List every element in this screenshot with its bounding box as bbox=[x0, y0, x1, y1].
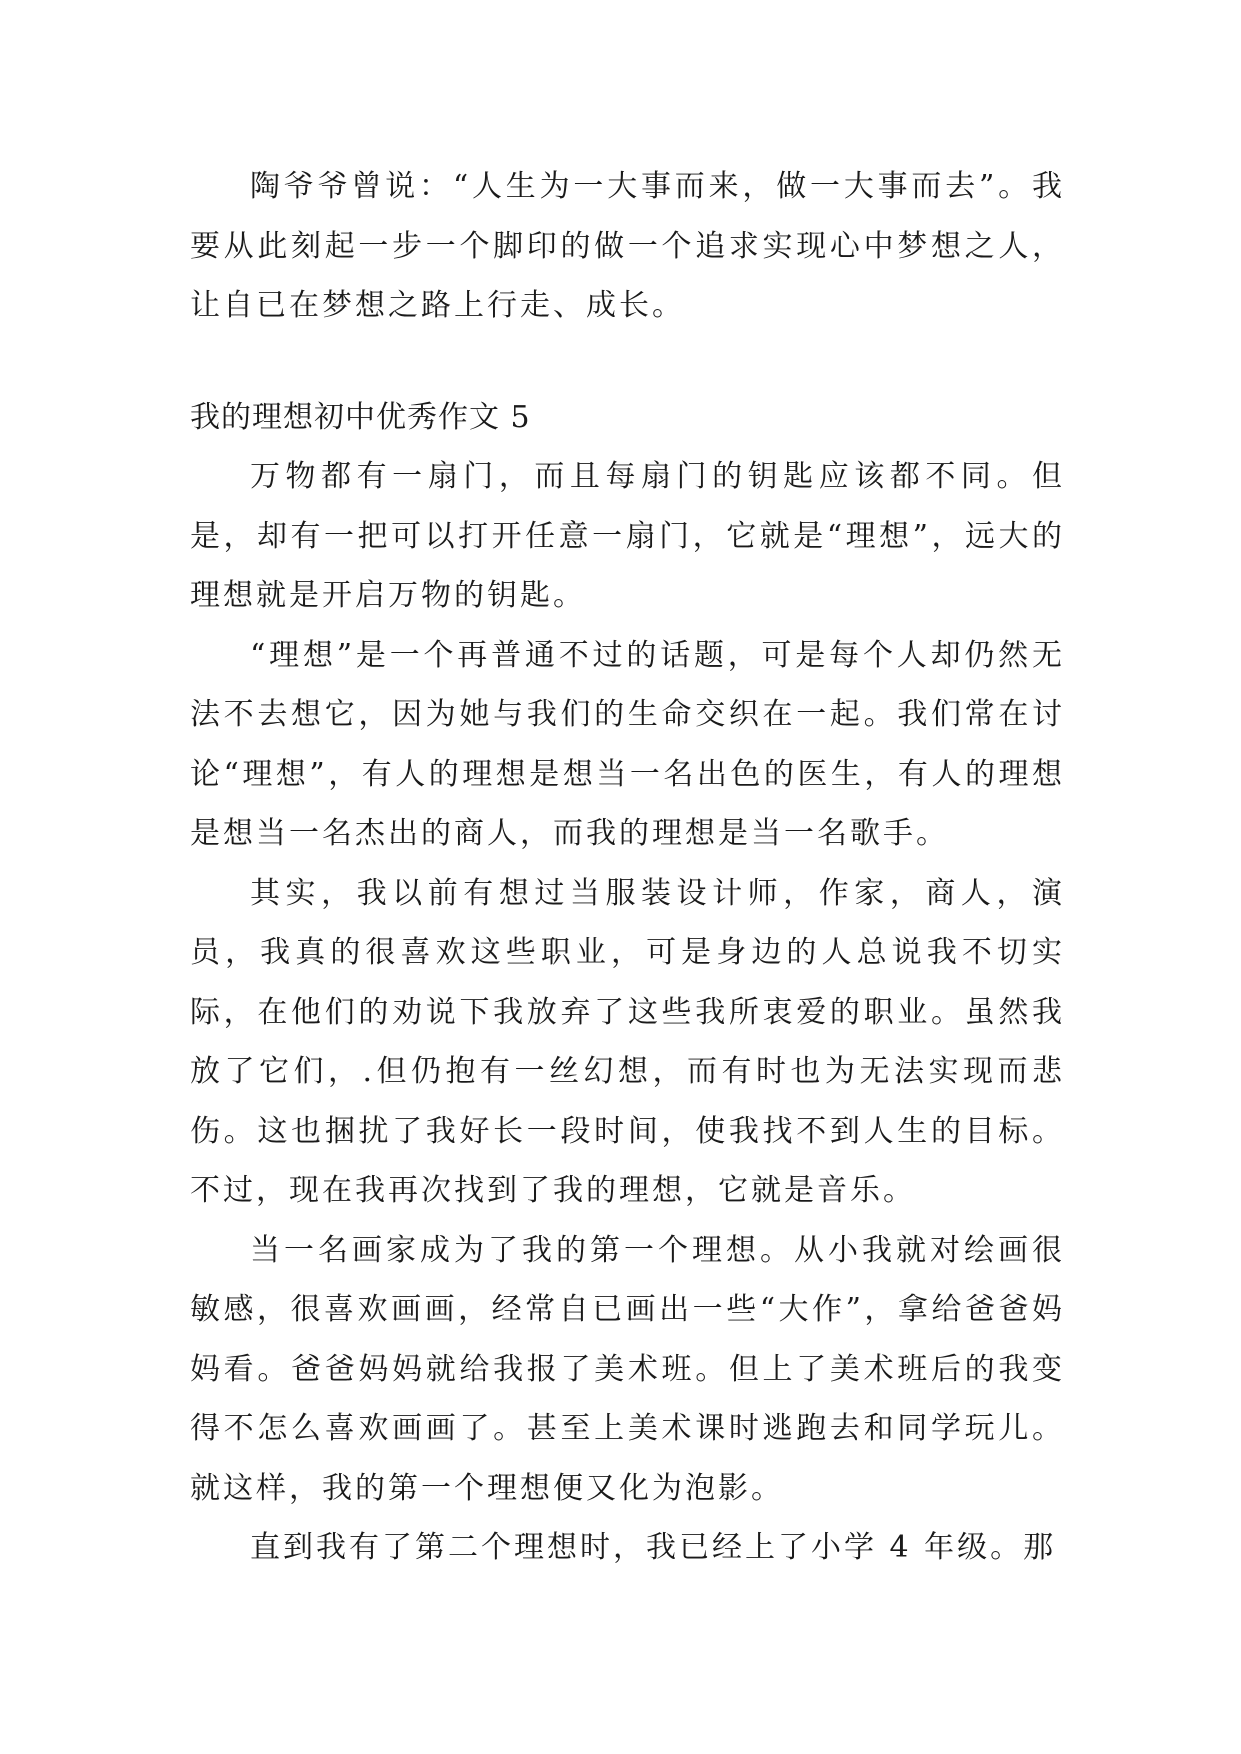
paragraph-4: 当一名画家成为了我的第一个理想。从小我就对绘画很敏感，很喜欢画画，经常自已画出一些“大作”，拿给爸爸妈妈看。爸爸妈妈就给我报了美术班。但上了美术班后的我变得不怎么喜欢画画了。甚至上美术课时逃跑去和同学玩儿。就这样，我的第一个理想便又化为泡影。 bbox=[190, 1232, 1065, 1506]
paragraph-5: 直到我有了第二个理想时，我已经上了小学 4 年级。那 bbox=[250, 1530, 1057, 1565]
document-body bbox=[190, 157, 1065, 1578]
paragraph-1: 万物都有一扇门，而且每扇门的钥匙应该都不同。但是，却有一把可以打开任意一扇门，它就是“理想”，远大的理想就是开启万物的钥匙。 bbox=[190, 459, 1065, 613]
intro-paragraph: 陶爷爷曾说：“人生为一大事而来，做一大事而去”。我要从此刻起一步一个脚印的做一个追求实现心中梦想之人，让自已在梦想之路上行走、成长。 bbox=[190, 169, 1065, 323]
paragraph-3: 其实，我以前有想过当服装设计师，作家，商人，演员，我真的很喜欢这些职业，可是身边的人总说我不切实际，在他们的劝说下我放弃了这些我所衷爱的职业。虽然我放了它们，.但仍抱有一丝幻想，而有时也为无法实现而悲伤。这也捆扰了我好长一段时间，使我找不到人生的目标。不过，现在我再次找到了我的理想，它就是音乐。 bbox=[190, 875, 1065, 1208]
paragraph-2: “理想”是一个再普通不过的话题，可是每个人却仍然无法不去想它，因为她与我们的生命交织在一起。我们常在讨论“理想”，有人的理想是想当一名出色的医生，有人的理想是想当一名杰出的商人，而我的理想是当一名歌手。 bbox=[190, 637, 1065, 851]
section-title: 我的理想初中优秀作文 5 bbox=[190, 399, 531, 435]
